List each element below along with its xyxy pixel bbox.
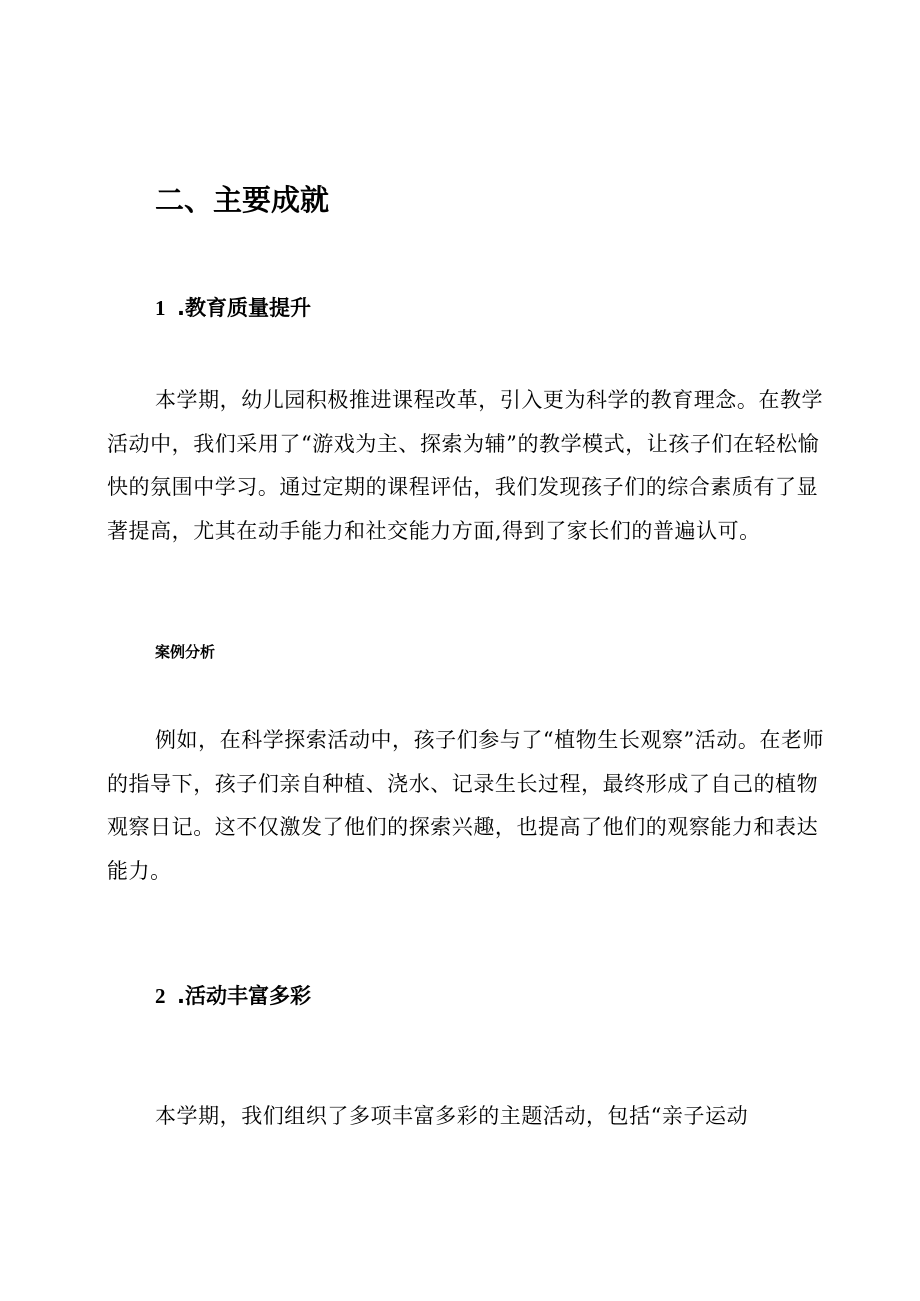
subsection-title: .活动丰富多彩 bbox=[177, 984, 311, 1008]
subsection-number: 2 bbox=[155, 984, 166, 1008]
subsection-heading-1 bbox=[155, 293, 311, 323]
section-heading: 二、主要成就 bbox=[155, 183, 330, 217]
subsection-number: 1 bbox=[155, 296, 166, 320]
case-analysis-heading: 案例分析 bbox=[155, 643, 216, 661]
case-analysis-paragraph: 例如，在科学探索活动中，孩子们参与了“植物生长观察”活动。在老师的指导下，孩子们亲自种植、浇水、记录生长过程，最终形成了自己的植物观察日记。这不仅激发了他们的探索兴趣，也提高了他们的观察能力和表达能力。 bbox=[107, 728, 825, 883]
subsection-title: .教育质量提升 bbox=[177, 296, 311, 320]
body-paragraph-1: 本学期，幼儿园积极推进课程改革，引入更为科学的教育理念。在教学活动中，我们采用了“游戏为主、探索为辅”的教学模式，让孩子们在轻松愉快的氛围中学习。通过定期的课程评估，我们发现孩子们的综合素质有了显著提高，尤其在动手能力和社交能力方面,得到了家长们的普遍认可。 bbox=[107, 388, 824, 543]
subsection-heading-2 bbox=[155, 981, 311, 1011]
body-paragraph-2: 本学期，我们组织了多项丰富多彩的主题活动，包括“亲子运动 bbox=[155, 1104, 749, 1128]
